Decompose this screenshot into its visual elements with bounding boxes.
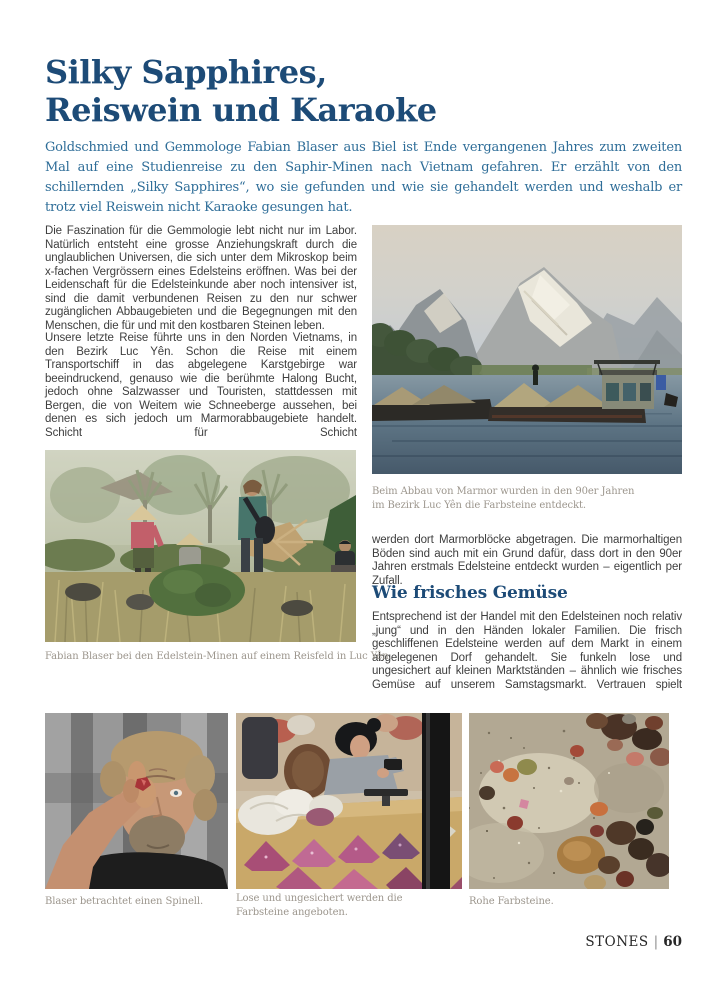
page-title [45, 53, 665, 129]
rice-field-illustration [45, 450, 356, 642]
paragraph-4: Entsprechend ist der Handel mit den Edelsteinen noch relativ „jung“ und in den Händen lokaler Familien. Die frisch geschliffenen Edelsteine werden auf dem Markt in einem abgelegenen Dorf gehandelt. Sie funkeln lose und ungesichert auf kleinen Marktständen – ähnlich wie frisches Gemüse auf unserem Samstagsmarkt. Vertrauen spielt [372, 611, 682, 691]
rough-stones-caption: Rohe Farbsteine. [469, 896, 554, 907]
spinel-caption: Blaser betrachtet einen Spinell. [45, 896, 204, 907]
marble-photo-caption: Beim Abbau von Marmor wurden in den 90er Jahren im Bezirk Luc Yên die Farbsteine entdeckt. [372, 486, 635, 511]
rice-field-photo [45, 450, 356, 642]
rice-field-caption: Fabian Blaser bei den Edelstein-Minen auf einem Reisfeld in Luc Yên. [45, 651, 392, 662]
rough-stones-illustration [469, 713, 669, 889]
marble-quarry-illustration [372, 225, 682, 474]
paragraph-3: werden dort Marmorblöcke abgetragen. Die marmorhaltigen Böden sind auch mit ein Grund dafür, dass dort in den 90er Jahren erstmals Edelsteine entdeckt wurden – eigentlich per Zufall. [372, 534, 682, 587]
gem-market-illustration [236, 713, 462, 889]
spinel-inspection-photo [45, 713, 228, 889]
foreground-grass [45, 564, 356, 642]
title-line-1: Silky Sapphires, [45, 53, 327, 91]
rough-stones-photo [469, 713, 669, 889]
magazine-name: STONES [585, 934, 649, 950]
section-heading: Wie frisches Gemüse [372, 583, 568, 603]
page-footer [585, 934, 682, 950]
paragraph-2: Unsere letzte Reise führte uns in den Norden Vietnams, in den Bezirk Luc Yên. Schon die Reise mit einem Transportschiff in das abgelegene Karstgebirge war beeindruckend, genauso wie die berühmte Halong Bucht, jedoch ohne Salzwasser und Touristen, stattdessen mit Bergen, die von Weitem wie Schneeberge aussehen, bei denen es sich jedoch um Marmorabbaugebiete handelt. Schicht für Schicht [45, 332, 357, 439]
footer-separator: | [653, 934, 659, 950]
marble-quarry-photo [372, 225, 682, 474]
mist-overlay [45, 450, 356, 545]
title-line-2: Reiswein und Karaoke [45, 91, 437, 129]
page-number: 60 [663, 934, 682, 950]
spinel-inspection-illustration [45, 713, 228, 889]
gem-market-photo [236, 713, 462, 889]
paragraph-1: Die Faszination für die Gemmologie lebt nicht nur im Labor. Natürlich entsteht eine grosse Anziehungskraft durch die unglaublichen Universen, die sich unter dem Mikroskop beim x-fachen Vergrössern eines Edelsteins eröffnen. Was bei der Leidenschaft für die Edelsteinkunde aber noch intensiver ist, sind die damit verbundenen Reisen zu den nur schwer zugänglichen Abbaugebieten und die Begegnungen mit den Menschen, die für und mit den kostbaren Steinen leben. [45, 225, 357, 332]
market-caption: Lose und ungesichert werden die Farbsteine angeboten. [236, 893, 403, 918]
lede-paragraph: Goldschmied und Gemmologe Fabian Blaser aus Biel ist Ende vergangenen Jahres zum zweiten Mal auf eine Studienreise zu den Saphir-Minen nach Vietnam gefahren. Er erzählt von den schillernden „Silky Sapphires“, wo sie gefunden und wie sie gehandelt werden und weshalb er trotz viel Reiswein nicht Karaoke gesungen hat. [45, 140, 682, 215]
